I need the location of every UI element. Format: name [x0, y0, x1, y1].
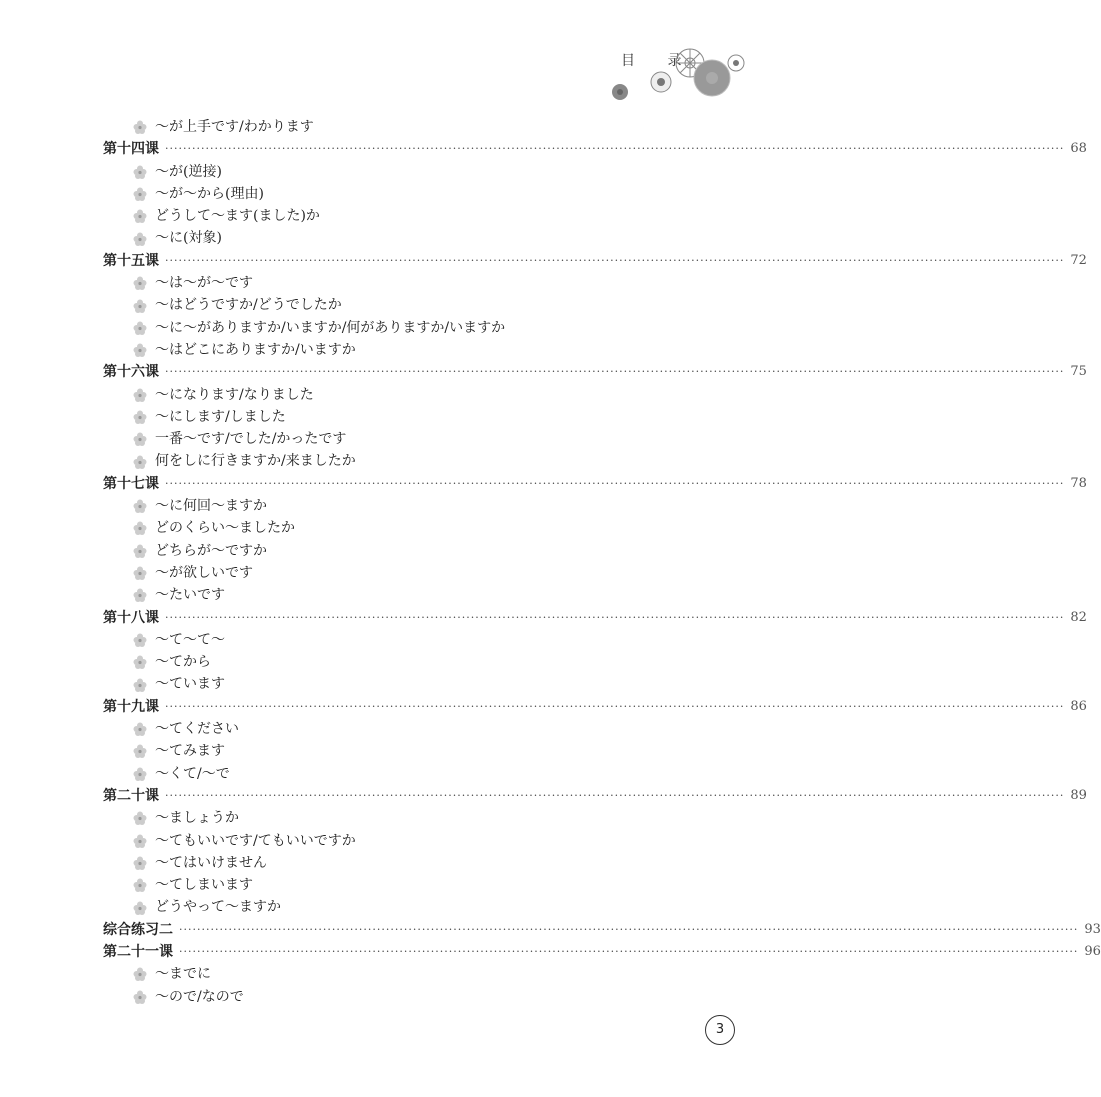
heading-title: 第十五课: [103, 252, 159, 269]
heading-title: 第二十课: [103, 787, 159, 804]
toc-heading[interactable]: [103, 473, 1087, 495]
flower-bullet-icon: [133, 967, 155, 981]
toc-subitem[interactable]: [103, 896, 700, 918]
subitem-text: ～になります/なりました: [155, 386, 314, 403]
heading-title: 第十八课: [103, 609, 159, 626]
toc-subitem[interactable]: [103, 227, 700, 249]
flower-bullet-icon: [133, 187, 155, 201]
subitem-text: どちらが～ですか: [155, 542, 267, 559]
flower-bullet-icon: [133, 410, 155, 424]
heading-title: 第十七课: [103, 475, 159, 492]
subitem-text: ～てもいいです/てもいいですか: [155, 832, 356, 849]
flower-bullet-icon: [133, 209, 155, 223]
leader-dots: ········································································································································································································: [165, 788, 1065, 802]
leader-dots: ········································································································································································································: [179, 944, 1079, 958]
subitem-text: ～が(逆接): [155, 163, 222, 180]
flower-bullet-icon: [133, 499, 155, 513]
toc-subitem[interactable]: [103, 562, 700, 584]
subitem-text: ～はどこにありますか/いますか: [155, 341, 356, 358]
toc-subitem[interactable]: [103, 161, 700, 183]
toc-subitem[interactable]: [103, 718, 700, 740]
subitem-text: ～たいです: [155, 587, 225, 604]
toc-subitem[interactable]: [103, 294, 700, 316]
toc-subitem[interactable]: [103, 384, 700, 406]
flower-bullet-icon: [133, 744, 155, 758]
toc-subitem[interactable]: [103, 629, 700, 651]
flower-bullet-icon: [133, 588, 155, 602]
toc-subitem[interactable]: [103, 317, 700, 339]
toc-heading[interactable]: [103, 785, 1087, 807]
leader-dots: ········································································································································································································: [179, 922, 1079, 936]
toc-subitem[interactable]: [103, 517, 700, 539]
subitem-text: ～て～て～: [155, 631, 225, 648]
flower-bullet-icon: [133, 811, 155, 825]
toc-header-title: 目 录: [621, 53, 696, 69]
toc-subitem[interactable]: [103, 673, 700, 695]
flower-bullet-icon: [133, 544, 155, 558]
subitem-text: ～に～がありますか/いますか/何がありますか/いますか: [155, 319, 506, 336]
toc-heading[interactable]: [103, 250, 1087, 272]
toc-heading[interactable]: [103, 919, 1101, 941]
subitem-text: ～にします/しました: [155, 408, 286, 425]
flower-bullet-icon: [133, 321, 155, 335]
flower-bullet-icon: [133, 388, 155, 402]
toc-subitem[interactable]: [103, 986, 700, 1008]
flower-bullet-icon: [133, 566, 155, 580]
flower-bullet-icon: [133, 455, 155, 469]
subitem-text: 一番～です/でした/かったです: [155, 431, 347, 448]
toc-heading[interactable]: [103, 941, 1101, 963]
toc-subitem[interactable]: [103, 584, 700, 606]
toc-subitem[interactable]: [103, 830, 700, 852]
toc-subitem[interactable]: [103, 450, 700, 472]
page-ref: 86: [1070, 698, 1087, 714]
heading-title: 综合练习二: [103, 921, 173, 938]
toc-subitem[interactable]: [103, 495, 700, 517]
subitem-text: ～が欲しいです: [155, 564, 253, 581]
toc-subitem[interactable]: [103, 406, 700, 428]
heading-title: 第十六课: [103, 364, 159, 381]
page-ref: 93: [1084, 921, 1101, 937]
subitem-text: ～てから: [155, 654, 211, 671]
flower-bullet-icon: [133, 165, 155, 179]
subitem-text: ～までに: [155, 966, 211, 983]
toc-subitem[interactable]: [103, 852, 700, 874]
leader-dots: ········································································································································································································: [165, 476, 1065, 490]
flower-bullet-icon: [133, 901, 155, 915]
flower-bullet-icon: [133, 856, 155, 870]
subitem-text: ～が上手です/わかります: [155, 119, 314, 135]
flower-bullet-icon: [133, 834, 155, 848]
toc-subitem[interactable]: [103, 428, 700, 450]
leader-dots: ········································································································································································································: [165, 253, 1065, 267]
toc-subitem[interactable]: [103, 874, 700, 896]
flower-bullet-icon: [133, 878, 155, 892]
page-ref: 75: [1070, 364, 1087, 380]
subitem-text: ～てしまいます: [155, 877, 253, 894]
flower-bullet-icon: [133, 990, 155, 1004]
subitem-text: ～てはいけません: [155, 854, 267, 871]
subitem-text: ～くて/～で: [155, 765, 230, 782]
page-ref: 78: [1070, 475, 1087, 491]
subitem-text: ～てください: [155, 721, 239, 738]
flower-bullet-icon: [133, 232, 155, 246]
subitem-text: どのくらい～ましたか: [155, 520, 295, 537]
subitem-text: 何をしに行きますか/来ましたか: [155, 453, 356, 470]
flower-bullet-icon: [133, 343, 155, 357]
toc-heading[interactable]: [103, 696, 1087, 718]
toc-subitem[interactable]: [103, 651, 700, 673]
toc-subitem[interactable]: [103, 540, 700, 562]
toc-subitem[interactable]: [103, 205, 700, 227]
subitem-text: ～ましょうか: [155, 810, 239, 827]
subitem-text: どうして～ます(ました)か: [155, 208, 320, 225]
subitem-text: ～が～から(理由): [155, 185, 264, 202]
subitem-text: ～は～が～です: [155, 275, 253, 292]
toc-subitem[interactable]: [103, 272, 700, 294]
toc-subitem[interactable]: [103, 183, 700, 205]
flower-decoration-icon: [600, 40, 760, 110]
flower-bullet-icon: [133, 678, 155, 692]
leader-dots: ········································································································································································································: [165, 610, 1065, 624]
heading-title: 第十四课: [103, 141, 159, 158]
subitem-text: どうやって～ますか: [155, 899, 281, 916]
page-ref: 96: [1084, 943, 1101, 959]
page-ref: 72: [1070, 252, 1087, 268]
toc-heading[interactable]: [103, 607, 1087, 629]
toc-heading[interactable]: [103, 361, 1087, 383]
subitem-text: ～はどうですか/どうでしたか: [155, 297, 342, 314]
toc-heading[interactable]: [103, 138, 1087, 160]
toc-subitem[interactable]: [103, 116, 700, 138]
flower-bullet-icon: [133, 521, 155, 535]
flower-bullet-icon: [133, 722, 155, 736]
flower-bullet-icon: [133, 633, 155, 647]
toc-subitem[interactable]: [103, 807, 700, 829]
flower-bullet-icon: [133, 655, 155, 669]
leader-dots: ········································································································································································································: [165, 699, 1065, 713]
page-ref: 89: [1070, 787, 1087, 803]
subitem-text: ～ので/なので: [155, 988, 244, 1005]
flower-bullet-icon: [133, 120, 155, 134]
subitem-text: ～てみます: [155, 743, 225, 760]
heading-title: 第十九课: [103, 698, 159, 715]
page-number: 3: [705, 1015, 735, 1045]
flower-bullet-icon: [133, 767, 155, 781]
toc-subitem[interactable]: [103, 740, 700, 762]
leader-dots: ········································································································································································································: [165, 142, 1065, 156]
toc-subitem[interactable]: [103, 339, 700, 361]
page-ref: 82: [1070, 609, 1087, 625]
subitem-text: ～ています: [155, 676, 225, 693]
page-ref: 68: [1070, 141, 1087, 157]
flower-bullet-icon: [133, 432, 155, 446]
subitem-text: ～に何回～ますか: [155, 498, 267, 515]
flower-bullet-icon: [133, 299, 155, 313]
leader-dots: ········································································································································································································: [165, 365, 1065, 379]
flower-bullet-icon: [133, 276, 155, 290]
table-of-contents: [103, 116, 1101, 1008]
heading-title: 第二十一课: [103, 943, 173, 960]
subitem-text: ～に(対象): [155, 230, 222, 247]
toc-subitem[interactable]: [103, 963, 700, 985]
toc-subitem[interactable]: [103, 763, 700, 785]
